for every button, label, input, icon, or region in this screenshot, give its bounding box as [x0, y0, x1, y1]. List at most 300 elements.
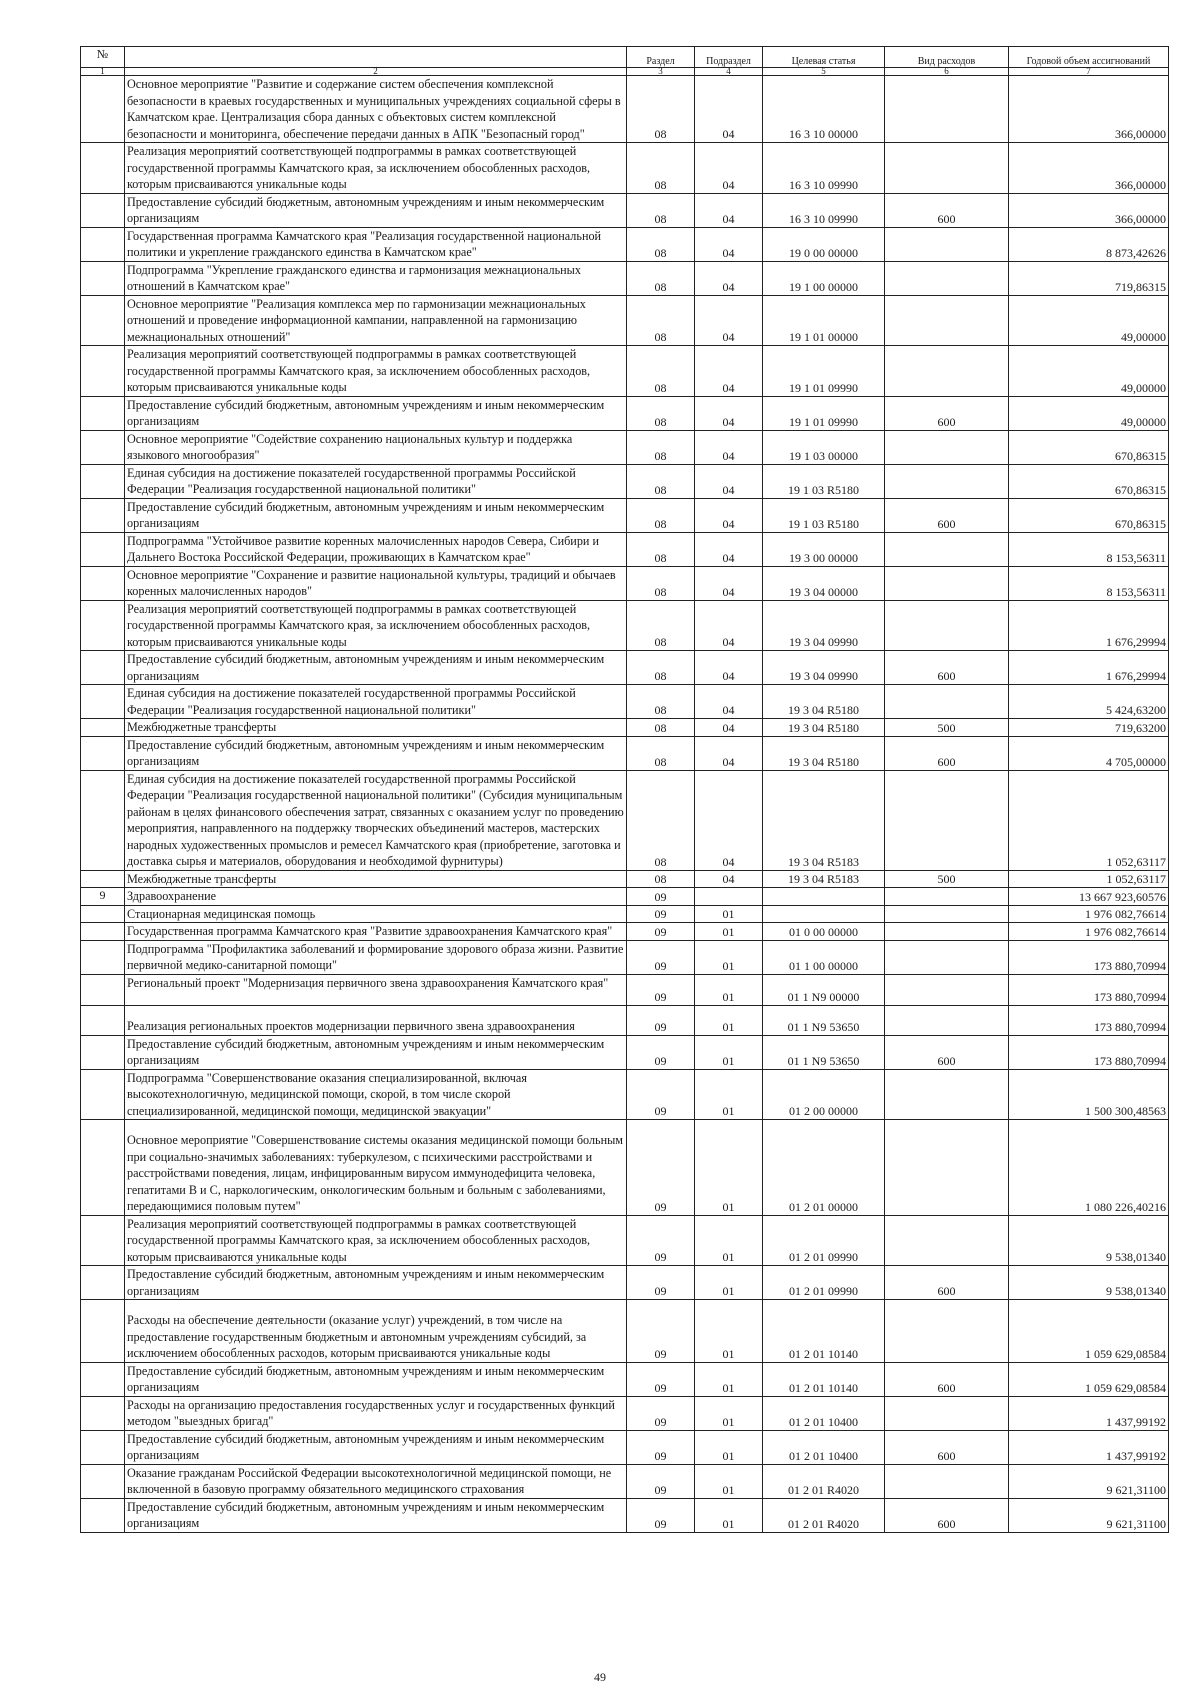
row-section: 08: [627, 464, 695, 498]
table-body: [81, 76, 1169, 1533]
row-target-article: 16 3 10 09990: [763, 143, 885, 194]
row-amount: 13 667 923,60576: [1009, 888, 1169, 906]
row-section: 08: [627, 193, 695, 227]
row-amount: 8 153,56311: [1009, 566, 1169, 600]
row-expense-type: 600: [885, 396, 1009, 430]
table-row: [81, 566, 1169, 600]
row-expense-type: 600: [885, 1362, 1009, 1396]
column-index: 4: [695, 68, 763, 76]
row-target-article: 19 1 01 09990: [763, 346, 885, 397]
row-amount: 9 538,01340: [1009, 1215, 1169, 1266]
row-section: 09: [627, 1396, 695, 1430]
row-section: 08: [627, 685, 695, 719]
row-target-article: 19 1 03 R5180: [763, 464, 885, 498]
row-name: Предоставление субсидий бюджетным, автономным учреждениям и иным некоммерческим организациям: [125, 736, 627, 770]
row-section: 08: [627, 532, 695, 566]
table-row: [81, 1006, 1169, 1036]
row-amount: 4 705,00000: [1009, 736, 1169, 770]
row-amount: 1 080 226,40216: [1009, 1120, 1169, 1216]
row-amount: 1 676,29994: [1009, 600, 1169, 651]
row-subsection: 04: [695, 870, 763, 888]
row-amount: 366,00000: [1009, 193, 1169, 227]
row-name: Подпрограмма "Профилактика заболеваний и формирование здорового образа жизни. Развитие первичной медико-санитарной помощи": [125, 940, 627, 974]
row-expense-type: [885, 346, 1009, 397]
row-name: Реализация мероприятий соответствующей подпрограммы в рамках соответствующей государственной программы Камчатского края, за исключением обособленных расходов, которым присваиваются уникальные коды: [125, 1215, 627, 1266]
row-name: Основное мероприятие "Реализация комплекса мер по гармонизации межнациональных отношений и проведение информационной кампании, направленной на гармонизацию межнациональных отношений": [125, 295, 627, 346]
row-number: [81, 430, 125, 464]
row-name-text: Реализация региональных проектов модернизации первичного звена здравоохранения: [127, 1019, 575, 1033]
budget-table: [80, 46, 1169, 1533]
row-expense-type: 600: [885, 736, 1009, 770]
table-row: [81, 905, 1169, 923]
row-target-article: 16 3 10 00000: [763, 76, 885, 143]
row-expense-type: [885, 227, 1009, 261]
col-section-header: Раздел: [627, 47, 695, 68]
row-section: 08: [627, 770, 695, 870]
row-name: Государственная программа Камчатского края "Развитие здравоохранения Камчатского края": [125, 923, 627, 941]
row-target-article: 01 2 01 10140: [763, 1300, 885, 1363]
row-amount: 9 621,31100: [1009, 1464, 1169, 1498]
row-number: [81, 974, 125, 1006]
row-target-article: 01 2 01 10140: [763, 1362, 885, 1396]
row-target-article: [763, 905, 885, 923]
row-target-article: 19 3 04 R5183: [763, 770, 885, 870]
row-number: [81, 193, 125, 227]
row-expense-type: [885, 1215, 1009, 1266]
row-target-article: 19 3 04 R5180: [763, 719, 885, 737]
column-index: 3: [627, 68, 695, 76]
table-row: [81, 1300, 1169, 1363]
column-index: 7: [1009, 68, 1169, 76]
row-amount: 1 676,29994: [1009, 651, 1169, 685]
row-number: [81, 685, 125, 719]
row-amount: 366,00000: [1009, 76, 1169, 143]
col-subsection-header: Подраздел: [695, 47, 763, 68]
row-target-article: 01 2 01 10400: [763, 1396, 885, 1430]
row-name: [125, 1300, 627, 1363]
row-subsection: [695, 888, 763, 906]
table-row: [81, 396, 1169, 430]
table-row: [81, 464, 1169, 498]
row-name: Подпрограмма "Совершенствование оказания специализированной, включая высокотехнологичную, медицинской помощи, скорой, в том числе скорой специализированной, медицинской помощи, медицинской эвакуации": [125, 1069, 627, 1120]
row-subsection: 04: [695, 566, 763, 600]
row-expense-type: [885, 923, 1009, 941]
row-subsection: 01: [695, 1300, 763, 1363]
row-number: [81, 1430, 125, 1464]
row-expense-type: 600: [885, 498, 1009, 532]
row-section: 08: [627, 227, 695, 261]
row-name: Стационарная медицинская помощь: [125, 905, 627, 923]
row-amount: 173 880,70994: [1009, 1006, 1169, 1036]
row-subsection: 04: [695, 143, 763, 194]
table-row: [81, 261, 1169, 295]
table-row: [81, 1035, 1169, 1069]
row-number: [81, 1006, 125, 1036]
row-section: 08: [627, 566, 695, 600]
row-section: 08: [627, 346, 695, 397]
row-expense-type: [885, 295, 1009, 346]
row-amount: 8 153,56311: [1009, 532, 1169, 566]
table-row: [81, 719, 1169, 737]
row-expense-type: [885, 888, 1009, 906]
row-name: Реализация мероприятий соответствующей подпрограммы в рамках соответствующей государственной программы Камчатского края, за исключением обособленных расходов, которым присваиваются уникальные коды: [125, 143, 627, 194]
row-name: Предоставление субсидий бюджетным, автономным учреждениям и иным некоммерческим организациям: [125, 1266, 627, 1300]
row-amount: 1 500 300,48563: [1009, 1069, 1169, 1120]
row-name: Предоставление субсидий бюджетным, автономным учреждениям и иным некоммерческим организациям: [125, 1430, 627, 1464]
row-expense-type: [885, 905, 1009, 923]
row-number: [81, 719, 125, 737]
row-section: 09: [627, 923, 695, 941]
row-target-article: 01 2 01 R4020: [763, 1464, 885, 1498]
row-expense-type: [885, 566, 1009, 600]
row-subsection: 01: [695, 905, 763, 923]
table-row: [81, 1396, 1169, 1430]
row-subsection: 01: [695, 1120, 763, 1216]
row-target-article: 19 3 04 R5180: [763, 685, 885, 719]
table-row: [81, 600, 1169, 651]
row-amount: 9 621,31100: [1009, 1498, 1169, 1532]
row-subsection: 01: [695, 1006, 763, 1036]
row-subsection: 04: [695, 600, 763, 651]
row-amount: 5 424,63200: [1009, 685, 1169, 719]
row-target-article: 01 2 01 10400: [763, 1430, 885, 1464]
row-expense-type: [885, 600, 1009, 651]
row-number: [81, 1498, 125, 1532]
row-expense-type: [885, 76, 1009, 143]
row-amount: 173 880,70994: [1009, 974, 1169, 1006]
row-name: Реализация мероприятий соответствующей подпрограммы в рамках соответствующей государственной программы Камчатского края, за исключением обособленных расходов, которым присваиваются уникальные коды: [125, 346, 627, 397]
row-number: [81, 1120, 125, 1216]
row-number: [81, 346, 125, 397]
table-row: [81, 143, 1169, 194]
row-subsection: 04: [695, 295, 763, 346]
row-expense-type: [885, 685, 1009, 719]
row-amount: 719,63200: [1009, 719, 1169, 737]
row-number: [81, 76, 125, 143]
row-target-article: 19 3 04 R5183: [763, 870, 885, 888]
row-subsection: 04: [695, 261, 763, 295]
row-subsection: 01: [695, 1362, 763, 1396]
row-section: 08: [627, 719, 695, 737]
table-row: [81, 346, 1169, 397]
row-target-article: 19 3 04 00000: [763, 566, 885, 600]
row-name: Государственная программа Камчатского края "Реализация государственной национальной политики и укрепление гражданского единства в Камчатском крае": [125, 227, 627, 261]
row-name: Расходы на организацию предоставления государственных услуг и государственных функций методом "выездных бригад": [125, 1396, 627, 1430]
row-section: 08: [627, 651, 695, 685]
row-expense-type: 600: [885, 1266, 1009, 1300]
header-row: [81, 47, 1169, 68]
row-section: 09: [627, 905, 695, 923]
column-index: 1: [81, 68, 125, 76]
table-row: [81, 974, 1169, 1006]
row-amount: 1 059 629,08584: [1009, 1362, 1169, 1396]
row-subsection: 01: [695, 1069, 763, 1120]
row-number: [81, 396, 125, 430]
row-expense-type: [885, 1120, 1009, 1216]
col-target-header: Целевая статья: [763, 47, 885, 68]
row-subsection: 01: [695, 1035, 763, 1069]
row-amount: 49,00000: [1009, 346, 1169, 397]
row-target-article: [763, 888, 885, 906]
row-name: Предоставление субсидий бюджетным, автономным учреждениям и иным некоммерческим организациям: [125, 1498, 627, 1532]
row-section: 08: [627, 600, 695, 651]
row-expense-type: [885, 1396, 1009, 1430]
row-number: [81, 227, 125, 261]
row-section: 09: [627, 1215, 695, 1266]
row-subsection: 01: [695, 1464, 763, 1498]
table-row: [81, 76, 1169, 143]
row-name: Здравоохранение: [125, 888, 627, 906]
row-subsection: 04: [695, 651, 763, 685]
row-target-article: 19 3 00 00000: [763, 532, 885, 566]
row-number: [81, 1300, 125, 1363]
row-name: [125, 974, 627, 1006]
row-section: 09: [627, 1300, 695, 1363]
row-section: 08: [627, 261, 695, 295]
col-expense-header: Вид расходов: [885, 47, 1009, 68]
table-row: [81, 193, 1169, 227]
row-target-article: 19 1 01 09990: [763, 396, 885, 430]
table-row: [81, 295, 1169, 346]
row-target-article: 16 3 10 09990: [763, 193, 885, 227]
row-name: Межбюджетные трансферты: [125, 719, 627, 737]
row-expense-type: [885, 464, 1009, 498]
row-section: 09: [627, 1498, 695, 1532]
row-amount: 8 873,42626: [1009, 227, 1169, 261]
row-number: [81, 1069, 125, 1120]
row-section: 08: [627, 76, 695, 143]
row-target-article: 01 2 01 00000: [763, 1120, 885, 1216]
row-number: [81, 770, 125, 870]
row-target-article: 19 3 04 09990: [763, 600, 885, 651]
row-number: [81, 736, 125, 770]
row-number: [81, 1215, 125, 1266]
column-index: 5: [763, 68, 885, 76]
row-subsection: 04: [695, 396, 763, 430]
row-target-article: 01 2 00 00000: [763, 1069, 885, 1120]
row-target-article: 19 1 00 00000: [763, 261, 885, 295]
column-index: 6: [885, 68, 1009, 76]
row-section: 09: [627, 940, 695, 974]
row-name: Реализация мероприятий соответствующей подпрограммы в рамках соответствующей государственной программы Камчатского края, за исключением обособленных расходов, которым присваиваются уникальные коды: [125, 600, 627, 651]
row-subsection: 04: [695, 76, 763, 143]
table-row: [81, 1120, 1169, 1216]
table-row: [81, 888, 1169, 906]
row-target-article: 01 1 N9 00000: [763, 974, 885, 1006]
row-name: Предоставление субсидий бюджетным, автономным учреждениям и иным некоммерческим организациям: [125, 1362, 627, 1396]
row-number: [81, 870, 125, 888]
row-target-article: 01 1 N9 53650: [763, 1035, 885, 1069]
row-section: 09: [627, 1266, 695, 1300]
table-row: [81, 1266, 1169, 1300]
column-index: 2: [125, 68, 627, 76]
row-amount: 173 880,70994: [1009, 940, 1169, 974]
row-amount: 173 880,70994: [1009, 1035, 1169, 1069]
row-section: 08: [627, 430, 695, 464]
row-section: 09: [627, 1362, 695, 1396]
row-amount: 49,00000: [1009, 396, 1169, 430]
row-number: [81, 600, 125, 651]
row-section: 09: [627, 1120, 695, 1216]
row-target-article: 01 1 00 00000: [763, 940, 885, 974]
row-section: 09: [627, 1430, 695, 1464]
row-number: [81, 940, 125, 974]
row-expense-type: [885, 770, 1009, 870]
col-name-header: [125, 47, 627, 68]
row-subsection: 04: [695, 719, 763, 737]
row-target-article: 19 1 03 R5180: [763, 498, 885, 532]
row-target-article: 01 2 01 R4020: [763, 1498, 885, 1532]
row-target-article: 19 1 01 00000: [763, 295, 885, 346]
row-name: Основное мероприятие "Сохранение и развитие национальной культуры, традиций и обычаев коренных малочисленных народов": [125, 566, 627, 600]
row-number: [81, 923, 125, 941]
row-amount: 719,86315: [1009, 261, 1169, 295]
row-subsection: 01: [695, 1498, 763, 1532]
row-subsection: 01: [695, 1396, 763, 1430]
row-target-article: 19 1 03 00000: [763, 430, 885, 464]
row-name: Оказание гражданам Российской Федерации высокотехнологичной медицинской помощи, не включенной в базовую программу обязательного медицинского страхования: [125, 1464, 627, 1498]
row-section: 09: [627, 1464, 695, 1498]
row-number: [81, 295, 125, 346]
table-row: [81, 1362, 1169, 1396]
row-section: 08: [627, 143, 695, 194]
row-amount: 1 052,63117: [1009, 770, 1169, 870]
row-name-text: Расходы на обеспечение деятельности (оказание услуг) учреждений, в том числе на предоставление государственным бюджетным и автономным учреждениям субсидий, за исключением обособленных расходов, которым присваиваются уникальные коды: [127, 1313, 587, 1360]
row-section: 09: [627, 888, 695, 906]
row-subsection: 04: [695, 685, 763, 719]
row-expense-type: 600: [885, 1498, 1009, 1532]
row-expense-type: 500: [885, 719, 1009, 737]
row-section: 08: [627, 736, 695, 770]
row-section: 08: [627, 396, 695, 430]
row-subsection: 04: [695, 430, 763, 464]
page-number: 49: [594, 1670, 606, 1684]
row-number: [81, 464, 125, 498]
row-name: Предоставление субсидий бюджетным, автономным учреждениям и иным некоммерческим организациям: [125, 1035, 627, 1069]
column-number-row: [81, 68, 1169, 76]
row-amount: 1 976 082,76614: [1009, 905, 1169, 923]
row-section: 09: [627, 974, 695, 1006]
table-row: [81, 1430, 1169, 1464]
row-name-text: Региональный проект "Модернизация первичного звена здравоохранения Камчатского края": [127, 975, 609, 990]
table-row: [81, 940, 1169, 974]
row-name: Единая субсидия на достижение показателей государственной программы Российской Федерации "Реализация государственной национальной политики" (Субсидия муниципальным районам в целях финансового обеспечения затрат, связанных с оказанием услуг по проведению мероприятия, направленного на поддержку творческих объединений мастеров, мастерских народных художественных промыслов и ремесел Камчатского края (приобретение, заготовка и доставка сырья и материалов, оборудования и необходимой фурнитуры): [125, 770, 627, 870]
row-expense-type: 600: [885, 1035, 1009, 1069]
table-row: [81, 1498, 1169, 1532]
row-section: 09: [627, 1035, 695, 1069]
row-name: [125, 1120, 627, 1216]
table-row: [81, 532, 1169, 566]
table-row: [81, 227, 1169, 261]
row-subsection: 04: [695, 498, 763, 532]
table-row: [81, 923, 1169, 941]
row-number: 9: [81, 888, 125, 906]
row-name: Единая субсидия на достижение показателей государственной программы Российской Федерации "Реализация государственной национальной политики": [125, 464, 627, 498]
row-section: 08: [627, 870, 695, 888]
row-expense-type: 500: [885, 870, 1009, 888]
row-expense-type: [885, 1464, 1009, 1498]
row-subsection: 04: [695, 227, 763, 261]
row-amount: 1 052,63117: [1009, 870, 1169, 888]
row-subsection: 01: [695, 974, 763, 1006]
col-number-header: №: [81, 47, 125, 68]
row-target-article: 01 1 N9 53650: [763, 1006, 885, 1036]
row-amount: 9 538,01340: [1009, 1266, 1169, 1300]
row-section: 08: [627, 295, 695, 346]
row-number: [81, 905, 125, 923]
row-subsection: 04: [695, 464, 763, 498]
row-expense-type: [885, 261, 1009, 295]
col-amount-header: Годовой объем ассигнований: [1009, 47, 1169, 68]
row-subsection: 04: [695, 736, 763, 770]
row-number: [81, 1396, 125, 1430]
row-amount: 1 059 629,08584: [1009, 1300, 1169, 1363]
row-amount: 1 437,99192: [1009, 1430, 1169, 1464]
table-row: [81, 870, 1169, 888]
row-number: [81, 143, 125, 194]
table-row: [81, 736, 1169, 770]
row-amount: 670,86315: [1009, 430, 1169, 464]
row-number: [81, 1362, 125, 1396]
row-expense-type: [885, 532, 1009, 566]
row-name-text: Основное мероприятие "Совершенствование системы оказания медицинской помощи больным при социально-значимых заболеваниях: туберкулезом, с психическими расстройствами и расстройствами поведения, лицам, инфицированным вирусом иммунодефицита человека, гепатитами В и С, наркологическим, онкологическим больным и больным с заболеваниями, передающимися половым путем": [127, 1133, 624, 1213]
row-section: 09: [627, 1069, 695, 1120]
row-amount: 670,86315: [1009, 464, 1169, 498]
row-subsection: 04: [695, 770, 763, 870]
row-expense-type: [885, 974, 1009, 1006]
row-number: [81, 1035, 125, 1069]
row-expense-type: [885, 1300, 1009, 1363]
row-amount: 49,00000: [1009, 295, 1169, 346]
row-target-article: 01 2 01 09990: [763, 1266, 885, 1300]
table-row: [81, 651, 1169, 685]
table-row: [81, 685, 1169, 719]
row-subsection: 04: [695, 532, 763, 566]
row-subsection: 01: [695, 1215, 763, 1266]
table-row: [81, 1464, 1169, 1498]
row-expense-type: [885, 143, 1009, 194]
row-number: [81, 566, 125, 600]
row-section: 08: [627, 498, 695, 532]
row-expense-type: [885, 430, 1009, 464]
row-subsection: 01: [695, 940, 763, 974]
row-name: Подпрограмма "Укрепление гражданского единства и гармонизация межнациональных отношений в Камчатском крае": [125, 261, 627, 295]
row-number: [81, 1464, 125, 1498]
row-subsection: 04: [695, 346, 763, 397]
row-number: [81, 532, 125, 566]
table-row: [81, 770, 1169, 870]
row-target-article: 01 0 00 00000: [763, 923, 885, 941]
row-number: [81, 1266, 125, 1300]
row-amount: 670,86315: [1009, 498, 1169, 532]
row-subsection: 01: [695, 1430, 763, 1464]
row-target-article: 01 2 01 09990: [763, 1215, 885, 1266]
row-name: Единая субсидия на достижение показателей государственной программы Российской Федерации "Реализация государственной национальной политики": [125, 685, 627, 719]
row-amount: 1 976 082,76614: [1009, 923, 1169, 941]
row-name: Подпрограмма "Устойчивое развитие коренных малочисленных народов Севера, Сибири и Дальнего Востока Российской Федерации, проживающих в Камчатском крае": [125, 532, 627, 566]
row-expense-type: 600: [885, 1430, 1009, 1464]
row-amount: 1 437,99192: [1009, 1396, 1169, 1430]
table-row: [81, 430, 1169, 464]
row-name: [125, 1006, 627, 1036]
row-expense-type: 600: [885, 193, 1009, 227]
budget-page: [80, 46, 1168, 1533]
row-subsection: 01: [695, 1266, 763, 1300]
row-name: Предоставление субсидий бюджетным, автономным учреждениям и иным некоммерческим организациям: [125, 498, 627, 532]
row-subsection: 04: [695, 193, 763, 227]
row-name: Основное мероприятие "Содействие сохранению национальных культур и поддержка языкового многообразия": [125, 430, 627, 464]
row-expense-type: [885, 1069, 1009, 1120]
